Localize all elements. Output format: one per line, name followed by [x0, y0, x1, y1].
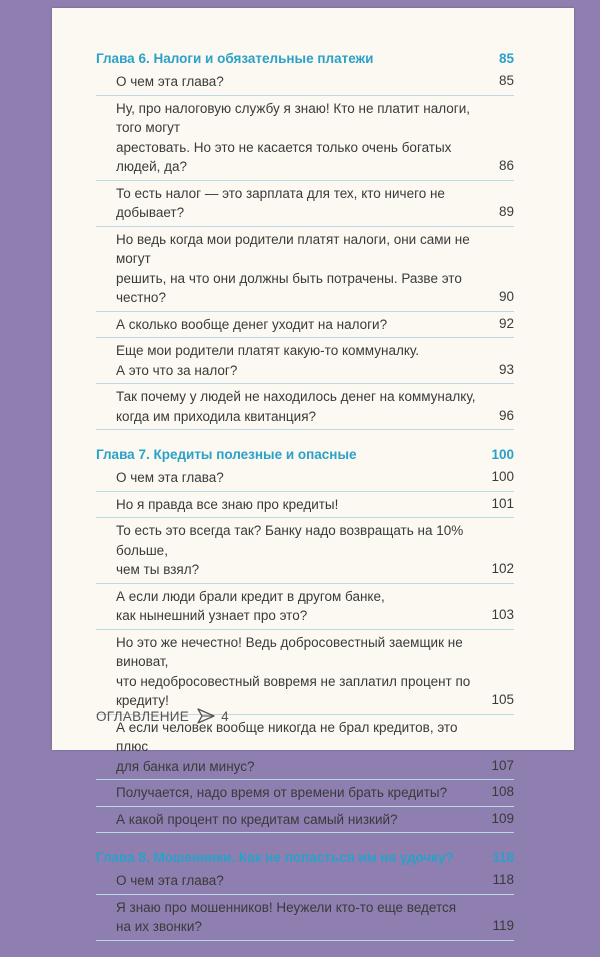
- entry-page: 101: [491, 495, 514, 511]
- entry-page: 118: [492, 872, 514, 887]
- entry-line: для банка или минус?: [116, 758, 255, 774]
- toc-entry: [96, 387, 514, 430]
- footer-label: ОГЛАВЛЕНИЕ: [96, 708, 190, 724]
- toc-entry: [96, 810, 514, 834]
- entry-line: Но ведь когда мои родители платят налоги, они сами не могут: [116, 231, 470, 266]
- entry-line: А сколько вообще денег уходит на налоги?: [116, 316, 388, 332]
- entry-line: Но это же нечестно! Ведь добросовестный заемщик не виноват,: [116, 634, 463, 669]
- entry-page: 96: [498, 407, 514, 423]
- entry-line: То есть это всегда так? Банку надо возвращать на 10% больше,: [116, 523, 464, 558]
- entry-line: как нынешний узнает про это?: [116, 608, 308, 623]
- entry-page: 107: [491, 757, 514, 773]
- chapter-page: 85: [498, 51, 514, 66]
- entry-page: 109: [491, 810, 514, 826]
- page-footer: [96, 708, 229, 724]
- book-page: [52, 8, 574, 934]
- entry-page: 90: [498, 289, 514, 304]
- toc-entry: [96, 468, 514, 492]
- chapter-section-7: [96, 446, 514, 833]
- entry-line: Так почему у людей не находилось денег на коммуналку,: [116, 389, 476, 404]
- entry-page: 92: [498, 315, 514, 331]
- entry-line: А если человек вообще никогда не брал кредитов, это плюс: [116, 719, 458, 754]
- chapter-heading: [96, 849, 514, 867]
- entry-line: Еще мои родители платят какую-то коммуналку.: [116, 343, 420, 358]
- table-of-contents: [96, 50, 514, 957]
- entry-page: 102: [491, 561, 514, 576]
- entry-page: 93: [498, 361, 514, 377]
- entry-line: То есть налог — это зарплата для тех, кто ничего не добывает?: [116, 185, 445, 220]
- entry-page: 105: [491, 692, 514, 707]
- toc-entry: [96, 783, 514, 807]
- toc-entry: [96, 521, 514, 584]
- toc-entry: [96, 587, 514, 630]
- footer-page-number: 4: [221, 708, 229, 724]
- toc-entry: [96, 99, 514, 181]
- chapter-section-8: [96, 849, 514, 941]
- entry-page: 86: [498, 158, 514, 173]
- toc-entry: [96, 871, 514, 895]
- entry-line: арестовать. Но это не касается только очень богатых людей, да?: [116, 139, 452, 174]
- chapter-title: Глава 7. Кредиты полезные и опасные: [96, 447, 357, 462]
- entry-page: 103: [491, 607, 514, 622]
- chapter-heading: [96, 50, 514, 68]
- entry-line: чем ты взял?: [116, 562, 200, 577]
- entry-line: А какой процент по кредитам самый низкий?: [116, 811, 398, 827]
- entry-line: О чем эта глава?: [116, 873, 224, 888]
- chapter-section-6: [96, 50, 514, 430]
- entry-line: на их звонки?: [116, 919, 202, 934]
- toc-entry: [96, 315, 514, 339]
- entry-page: 108: [491, 784, 514, 799]
- toc-entry: [96, 495, 514, 519]
- toc-entry: [96, 184, 514, 227]
- entry-line: когда им приходила квитанция?: [116, 408, 317, 424]
- entry-line: Но я правда все знаю про кредиты!: [116, 496, 339, 512]
- entry-line: решить, на что они должны быть потрачены. Разве это честно?: [116, 270, 462, 305]
- toc-entry: [96, 718, 514, 781]
- entry-line: А если люди брали кредит в другом банке,: [116, 588, 385, 604]
- chapter-page: 118: [492, 850, 514, 865]
- chapter-title: Глава 6. Налоги и обязательные платежи: [96, 51, 374, 66]
- entry-line: А это что за налог?: [116, 362, 238, 378]
- entry-line: О чем эта глава?: [116, 470, 224, 485]
- entry-page: 119: [492, 918, 514, 933]
- entry-page: 89: [498, 204, 514, 219]
- toc-entry: [96, 72, 514, 96]
- chapter-heading: [96, 446, 514, 464]
- toc-entry: [96, 898, 514, 941]
- chapter-title: Глава 8. Мошенники. Как не попасться им на удочку?: [96, 850, 454, 865]
- paper-plane-icon: [197, 708, 215, 724]
- entry-page: 85: [498, 73, 514, 88]
- entry-line: Ну, про налоговую службу я знаю! Кто не платит налоги, того могут: [116, 100, 470, 135]
- toc-entry: [96, 341, 514, 384]
- entry-page: 100: [491, 469, 514, 484]
- toc-entry: [96, 230, 514, 312]
- entry-line: что недобросовестный вовремя не заплатил процент по кредиту!: [116, 673, 471, 708]
- chapter-page: 100: [491, 447, 514, 462]
- toc-entry: [96, 633, 514, 715]
- entry-line: Я знаю про мошенников! Неужели кто-то еще ведется: [116, 899, 457, 915]
- entry-line: Получается, надо время от времени брать кредиты?: [116, 785, 448, 800]
- entry-line: О чем эта глава?: [116, 74, 224, 89]
